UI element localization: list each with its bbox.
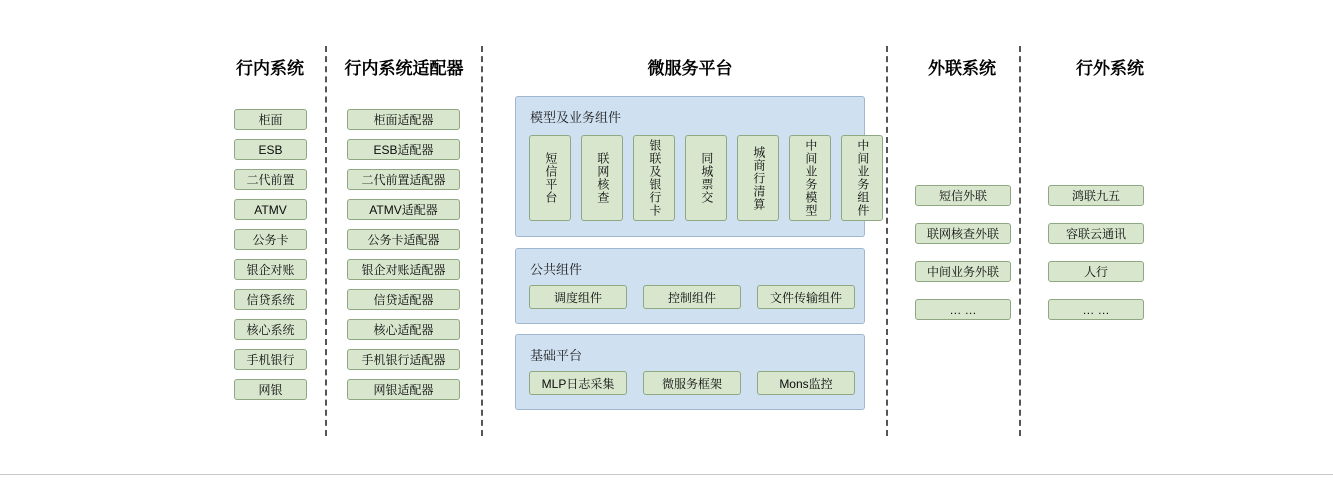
node-model-component[interactable]: 短信平台 [529, 135, 571, 221]
node-adapter[interactable]: 核心适配器 [347, 319, 460, 340]
node-model-component[interactable]: 城商行清算 [737, 135, 779, 221]
node-intra-system[interactable]: 核心系统 [234, 319, 307, 340]
column-title-microservice-platform: 微服务平台 [647, 59, 733, 78]
node-common-component[interactable]: 文件传输组件 [757, 285, 855, 309]
stack-outside-bank-systems [1048, 185, 1144, 320]
node-model-component[interactable]: 中间业务模型 [789, 135, 831, 221]
node-outside-system[interactable]: 鸿联九五 [1048, 185, 1144, 206]
divider-1 [325, 46, 327, 436]
node-external-system[interactable]: … … [915, 299, 1011, 320]
node-intra-system[interactable]: ATMV [234, 199, 307, 220]
stack-intra-bank-systems [234, 109, 307, 400]
node-outside-system[interactable]: 人行 [1048, 261, 1144, 282]
panel-label-common: 公共组件 [530, 262, 583, 277]
node-intra-system[interactable]: ESB [234, 139, 307, 160]
node-model-component[interactable]: 中间业务组件 [841, 135, 883, 221]
node-intra-system[interactable]: 柜面 [234, 109, 307, 130]
node-intra-system[interactable]: 银企对账 [234, 259, 307, 280]
bottom-divider [0, 474, 1333, 475]
node-adapter[interactable]: 二代前置适配器 [347, 169, 460, 190]
node-external-system[interactable]: 中间业务外联 [915, 261, 1011, 282]
node-adapter[interactable]: ESB适配器 [347, 139, 460, 160]
node-common-component[interactable]: 控制组件 [643, 285, 741, 309]
column-title-external-liaison-systems: 外联系统 [928, 59, 996, 78]
node-adapter[interactable]: 网银适配器 [347, 379, 460, 400]
node-model-component[interactable]: 联网核查 [581, 135, 623, 221]
node-intra-system[interactable]: 公务卡 [234, 229, 307, 250]
node-adapter[interactable]: 柜面适配器 [347, 109, 460, 130]
node-base-component[interactable]: MLP日志采集 [529, 371, 627, 395]
node-common-component[interactable]: 调度组件 [529, 285, 627, 309]
node-intra-system[interactable]: 二代前置 [234, 169, 307, 190]
node-adapter[interactable]: 信贷适配器 [347, 289, 460, 310]
stack-intra-bank-adapters [347, 109, 460, 400]
node-adapter[interactable]: 银企对账适配器 [347, 259, 460, 280]
node-intra-system[interactable]: 信贷系统 [234, 289, 307, 310]
node-base-component[interactable]: Mons监控 [757, 371, 855, 395]
node-external-system[interactable]: 联网核查外联 [915, 223, 1011, 244]
node-intra-system[interactable]: 网银 [234, 379, 307, 400]
node-intra-system[interactable]: 手机银行 [234, 349, 307, 370]
stack-external-liaison-systems [915, 185, 1011, 320]
row-model-business-items [529, 135, 883, 221]
column-title-intra-bank-systems: 行内系统 [236, 59, 304, 78]
panel-label-model-business: 模型及业务组件 [530, 110, 622, 125]
node-adapter[interactable]: ATMV适配器 [347, 199, 460, 220]
node-base-component[interactable]: 微服务框架 [643, 371, 741, 395]
panel-label-base: 基础平台 [530, 348, 583, 363]
node-model-component[interactable]: 同城票交 [685, 135, 727, 221]
node-external-system[interactable]: 短信外联 [915, 185, 1011, 206]
node-adapter[interactable]: 公务卡适配器 [347, 229, 460, 250]
node-outside-system[interactable]: 容联云通讯 [1048, 223, 1144, 244]
row-base-items [529, 371, 855, 395]
node-outside-system[interactable]: … … [1048, 299, 1144, 320]
column-title-outside-bank-systems: 行外系统 [1076, 59, 1144, 78]
divider-4 [1019, 46, 1021, 436]
node-adapter[interactable]: 手机银行适配器 [347, 349, 460, 370]
divider-2 [481, 46, 483, 436]
divider-3 [886, 46, 888, 436]
node-model-component[interactable]: 银联及银行卡 [633, 135, 675, 221]
row-common-items [529, 285, 855, 309]
column-title-intra-bank-adapters: 行内系统适配器 [344, 59, 464, 78]
